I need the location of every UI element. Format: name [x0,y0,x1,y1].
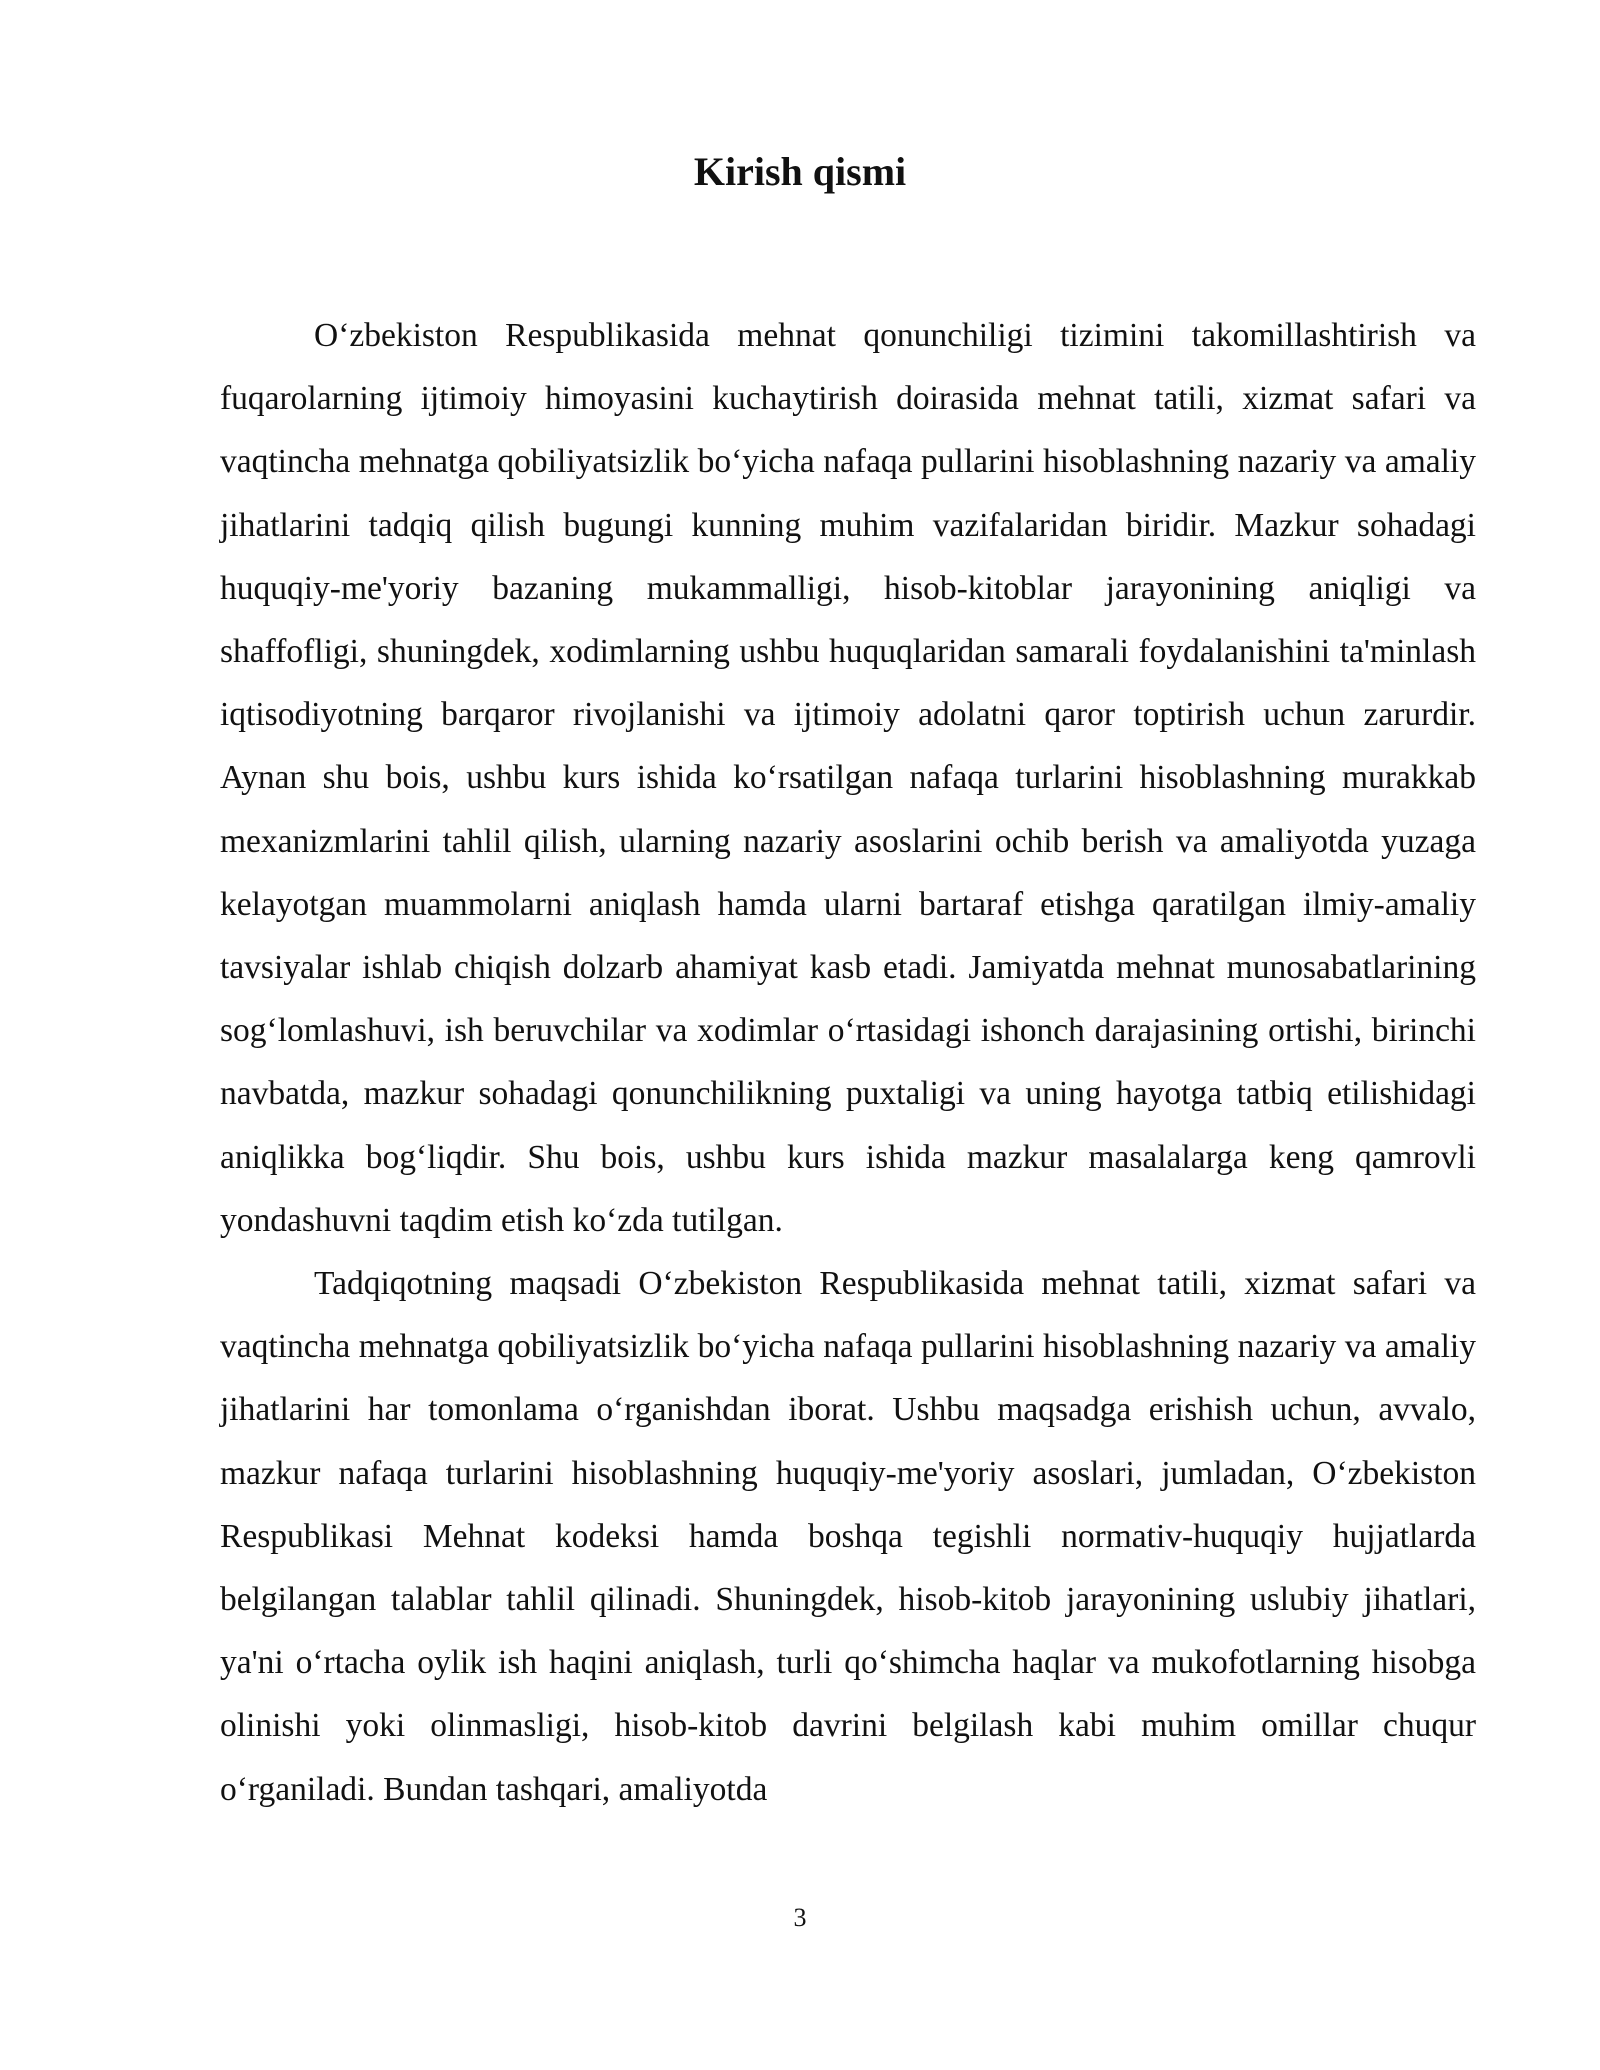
document-body [220,304,1476,1821]
paragraph-research-goal: Tadqiqotning maqsadi O‘zbekiston Respublikasida mehnat tatili, xizmat safari va vaqtincha mehnatga qobiliyatsizlik bo‘yicha nafaqa pullarini hisoblashning nazariy va amaliy jihatlarini har tomonlama o‘rganishdan iborat. Ushbu maqsadga erishish uchun, avvalo, mazkur nafaqa turlarini hisoblashning huquqiy-me'yoriy asoslari, jumladan, O‘zbekiston Respublikasi Mehnat kodeksi hamda boshqa tegishli normativ-huquqiy hujjatlarda belgilangan talablar tahlil qilinadi. Shuningdek, hisob-kitob jarayonining uslubiy jihatlari, ya'ni o‘rtacha oylik ish haqini aniqlash, turli qo‘shimcha haqlar va mukofotlarning hisobga olinishi yoki olinmasligi, hisob-kitob davrini belgilash kabi muhim omillar chuqur o‘rganiladi. Bundan tashqari, amaliyotda [220,1265,1476,1808]
page-title: Kirish qismi [693,149,907,194]
page-number: 3 [793,1903,807,1932]
paragraph-introduction: O‘zbekiston Respublikasida mehnat qonunchiligi tizimini takomillashtirish va fuqarolarning ijtimoiy himoyasini kuchaytirish doirasida mehnat tatili, xizmat safari va vaqtincha mehnatga qobiliyatsizlik bo‘yicha nafaqa pullarini hisoblashning nazariy va amaliy jihatlarini tadqiq qilish bugungi kunning muhim vazifalaridan biridir. Mazkur sohadagi huquqiy-me'yoriy bazaning mukammalligi, hisob-kitoblar jarayonining aniqligi va shaffofligi, shuningdek, xodimlarning ushbu huquqlaridan samarali foydalanishini ta'minlash iqtisodiyotning barqaror rivojlanishi va ijtimoiy adolatni qaror toptirish uchun zarurdir. Aynan shu bois, ushbu kurs ishida ko‘rsatilgan nafaqa turlarini hisoblashning murakkab mexanizmlarini tahlil qilish, ularning nazariy asoslarini ochib berish va amaliyotda yuzaga kelayotgan muammolarni aniqlash hamda ularni bartaraf etishga qaratilgan ilmiy-amaliy tavsiyalar ishlab chiqish dolzarb ahamiyat kasb etadi. Jamiyatda mehnat munosabatlarining sog‘lomlashuvi, ish beruvchilar va xodimlar o‘rtasidagi ishonch darajasining ortishi, birinchi navbatda, mazkur sohadagi qonunchilikning puxtaligi va uning hayotga tatbiq etilishidagi aniqlikka bog‘liqdir. Shu bois, ushbu kurs ishida mazkur masalalarga keng qamrovli yondashuvni taqdim etish ko‘zda tutilgan. [220,317,1476,1239]
